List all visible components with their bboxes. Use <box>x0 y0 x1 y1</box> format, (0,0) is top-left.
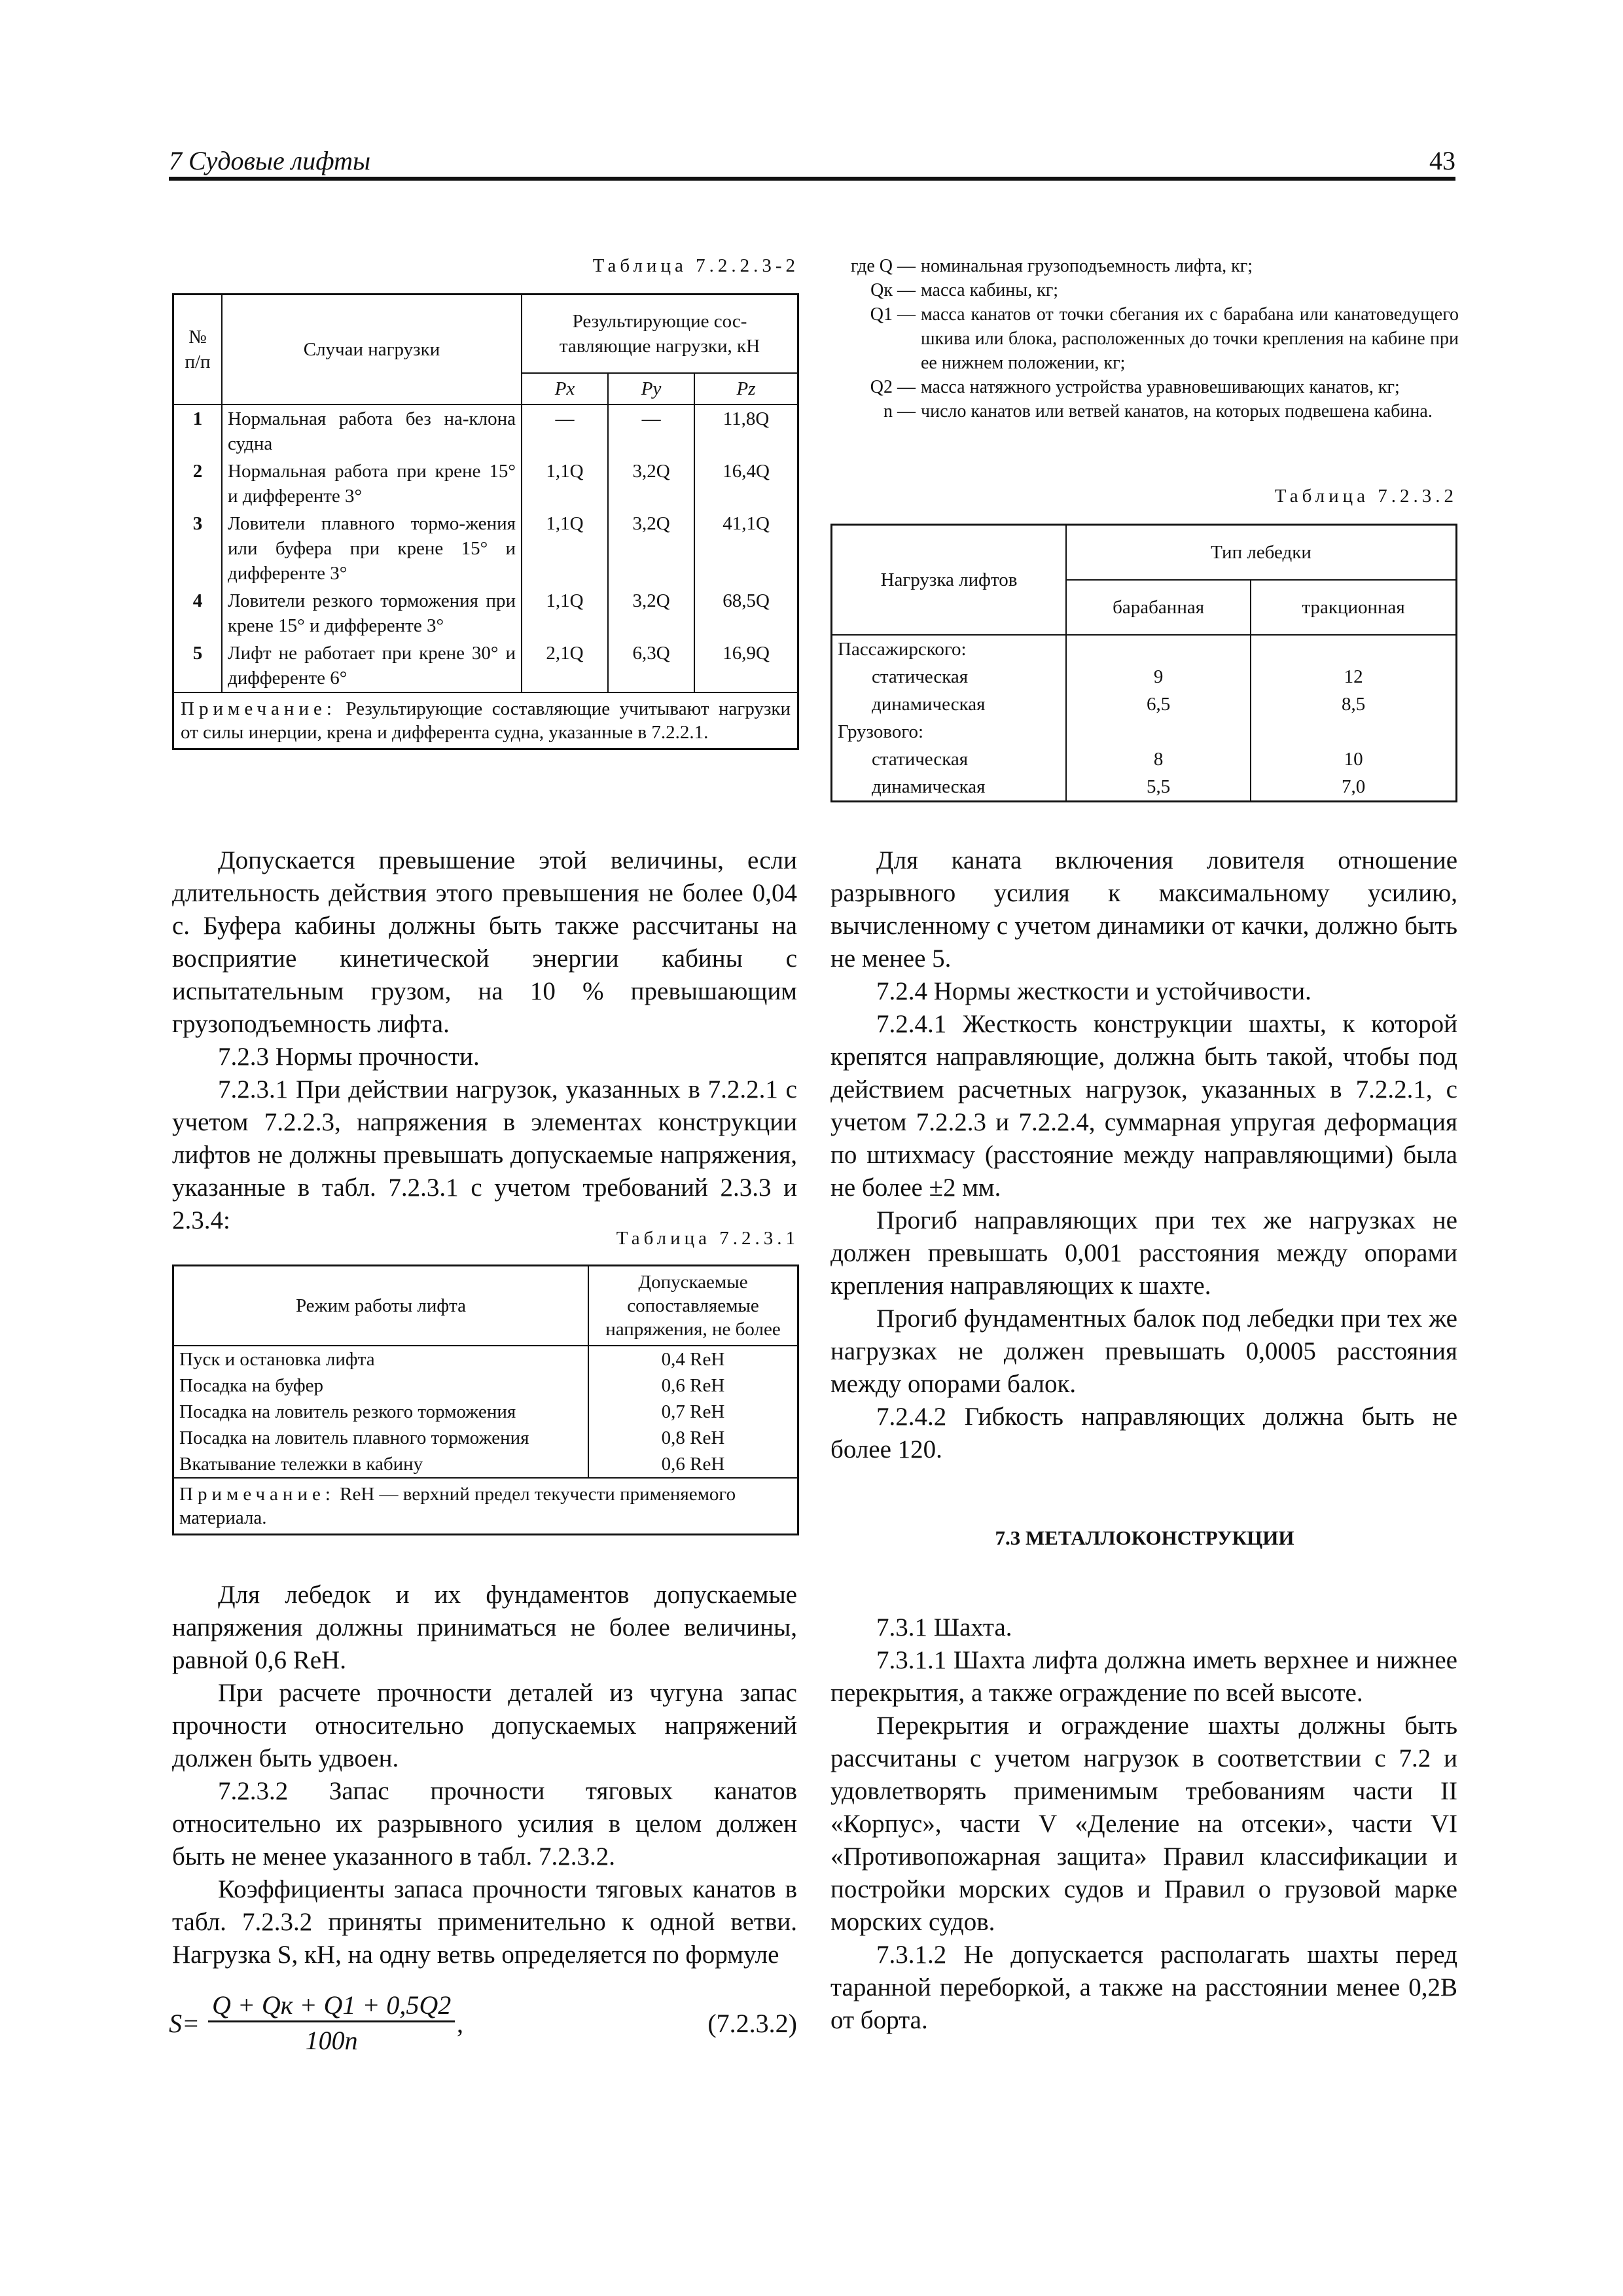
table-cell: 1,1Q <box>522 457 608 510</box>
table-cell: 1,1Q <box>522 587 608 639</box>
page-number: 43 <box>1429 146 1455 175</box>
column-header: Режим работы лифта <box>173 1266 589 1346</box>
column-header: Случаи нагрузки <box>222 295 522 405</box>
definition-symbol: Qк — <box>870 280 916 300</box>
table-cell: 8 <box>1066 745 1251 773</box>
table-cell: динамическая <box>832 773 1067 802</box>
running-header-title: 7 Судовые лифты <box>169 146 371 175</box>
definition-row <box>830 399 1459 423</box>
table-cell: 16,4Q <box>694 457 798 510</box>
column-header: Px <box>522 373 608 404</box>
paragraph: Прогиб направляющих при тех же нагрузках не должен превышать 0,001 расстояния между опорами крепления направляющих к шахте. <box>830 1206 1457 1300</box>
table-cell: 7,0 <box>1251 773 1456 802</box>
formula-7-2-3-2 <box>169 1990 797 2062</box>
table-row <box>832 773 1457 802</box>
table-row <box>832 745 1457 773</box>
formula-numerator: Q + Qк + Q1 + 0,5Q2 <box>208 1990 455 2022</box>
table-note <box>173 1478 798 1535</box>
right-column-text <box>830 844 1457 1466</box>
table-row <box>173 1346 798 1372</box>
note-text: Результирующие составляющие учитывают нагрузки от силы инерции, крена и дифферента судна, указанные в 7.2.2.1. <box>181 698 791 743</box>
definition-row <box>830 254 1459 278</box>
table-cell: 0,6 ReH <box>588 1451 798 1478</box>
definition-symbol: где Q — <box>851 256 916 276</box>
table-row <box>173 639 798 692</box>
table-cell: 0,4 ReH <box>588 1346 798 1372</box>
paragraph: При расчете прочности деталей из чугуна запас прочности относительно допускаемых напряжений должен быть удвоен. <box>172 1679 797 1772</box>
column-header: барабанная <box>1066 580 1251 635</box>
table-cell <box>1066 635 1251 663</box>
table-cell: 3,2Q <box>608 587 694 639</box>
table-row <box>832 635 1457 663</box>
table-row <box>832 663 1457 691</box>
table-cell: 3,2Q <box>608 510 694 587</box>
table-cell: 4 <box>173 587 223 639</box>
table-row <box>173 587 798 639</box>
paragraph: Перекрытия и ограждение шахты должны быть рассчитаны с учетом нагрузок в соответствии с 7.2 и удовлетворять применимым требованиям части II «Корпус», части V «Деление на отсеки», части VI «Противопожарная защита» Правил классификации и постройки морских судов и Правил о грузовой марке морских судов. <box>830 1712 1457 1936</box>
formula-denominator: 100n <box>305 2026 358 2055</box>
table-row <box>173 1425 798 1451</box>
table-cell: 3,2Q <box>608 457 694 510</box>
table-caption: Таблица 7.2.3.1 <box>616 1228 799 1249</box>
definition-symbol: n — <box>883 401 916 422</box>
table-cell: Ловители резкого торможения при крене 15° и дифференте 3° <box>222 587 522 639</box>
table-cell: 5,5 <box>1066 773 1251 802</box>
paragraph: Для каната включения ловителя отношение разрывного усилия к максимальному усилию, вычисленному с учетом динамики от качки, должно быть не менее 5. <box>830 846 1457 973</box>
table-cell: 10 <box>1251 745 1456 773</box>
table-cell: Посадка на буфер <box>173 1372 589 1399</box>
formula-lhs: S= <box>169 2009 200 2038</box>
table-cell: Ловители плавного тормо-жения или буфера при крене 15° и дифференте 3° <box>222 510 522 587</box>
variable-definitions <box>830 254 1459 423</box>
table-cell: — <box>608 404 694 457</box>
column-header: Результирующие сос-тавляющие нагрузки, кН <box>522 295 798 374</box>
table-cell: 11,8Q <box>694 404 798 457</box>
subsection-heading: 7.2.3 Нормы прочности. <box>218 1043 480 1071</box>
paragraph: 7.2.3.2 Запас прочности тяговых канатов относительно их разрывного усилия в целом должен быть не менее указанного в табл. 7.2.3.2. <box>172 1777 797 1871</box>
table-cell: динамическая <box>832 691 1067 718</box>
column-header: № п/п <box>173 295 223 405</box>
subsection-heading: 7.2.4 Нормы жесткости и устойчивости. <box>876 977 1311 1005</box>
table-cell: — <box>522 404 608 457</box>
left-column-text-lower <box>172 1579 797 1971</box>
table-row <box>832 691 1457 718</box>
definition-symbol: Q1 — <box>870 304 916 325</box>
table-cell: статическая <box>832 745 1067 773</box>
table-cell: 41,1Q <box>694 510 798 587</box>
table-cell: 6,3Q <box>608 639 694 692</box>
table-cell: 2,1Q <box>522 639 608 692</box>
definition-text: масса натяжного устройства уравновешивающих канатов, кг; <box>921 377 1400 397</box>
table-cell: Посадка на ловитель резкого торможения <box>173 1399 589 1425</box>
table-cell: Пассажирского: <box>832 635 1067 663</box>
equation-number: (7.2.3.2) <box>707 2009 797 2038</box>
table-row <box>173 1451 798 1478</box>
table-cell: 12 <box>1251 663 1456 691</box>
table-cell: 3 <box>173 510 223 587</box>
safety-factor-table <box>830 524 1457 802</box>
paragraph: 7.2.3.1 При действии нагрузок, указанных в 7.2.2.1 с учетом 7.2.2.3, напряжения в элементах конструкции лифтов не должны превышать допускаемые напряжения, указанные в табл. 7.2.3.1 с учетом требований 2.3.3 и 2.3.4: <box>172 1075 797 1234</box>
column-header: Py <box>608 373 694 404</box>
table-cell: Лифт не работает при крене 30° и дифференте 6° <box>222 639 522 692</box>
table-cell: 16,9Q <box>694 639 798 692</box>
definition-text: масса кабины, кг; <box>921 280 1059 300</box>
table-row <box>173 404 798 457</box>
table-cell: 9 <box>1066 663 1251 691</box>
table-cell: 6,5 <box>1066 691 1251 718</box>
table-cell: 1 <box>173 404 223 457</box>
paragraph: Коэффициенты запаса прочности тяговых канатов в табл. 7.2.3.2 приняты применительно к одной ветви. Нагрузка S, кН, на одну ветвь определяется по формуле <box>172 1875 797 1969</box>
table-cell: 0,6 ReH <box>588 1372 798 1399</box>
paragraph: 7.2.4.1 Жесткость конструкции шахты, к которой крепятся направляющие, должна быть такой, чтобы под действием расчетных нагрузок, указанных в 7.2.2.1, с учетом 7.2.2.3 и 7.2.2.4, суммарная упругая деформация по штихмасу (расстояние между направляющими) была не более ±2 мм. <box>830 1010 1457 1202</box>
definition-text: номинальная грузоподъемность лифта, кг; <box>921 256 1253 276</box>
table-row <box>173 457 798 510</box>
subsection-heading: 7.3.1 Шахта. <box>876 1613 1012 1641</box>
table-cell: 5 <box>173 639 223 692</box>
table-row <box>173 510 798 587</box>
table-cell: 0,8 ReH <box>588 1425 798 1451</box>
table-cell: 68,5Q <box>694 587 798 639</box>
table-cell: Грузового: <box>832 718 1067 745</box>
column-header: Pz <box>694 373 798 404</box>
table-cell: статическая <box>832 663 1067 691</box>
paragraph: 7.3.1.2 Не допускается располагать шахты перед таранной переборкой, а также на расстоянии менее 0,2B от борта. <box>830 1941 1457 2034</box>
column-header: Нагрузка лифтов <box>832 525 1067 636</box>
paragraph: 7.2.4.2 Гибкость направляющих должна быть не более 120. <box>830 1403 1457 1463</box>
table-cell: 2 <box>173 457 223 510</box>
paragraph: Допускается превышение этой величины, если длительность действия этого превышения не более 0,04 с. Буфера кабины должны быть также рассчитаны на восприятие кинетической энергии кабины с испытательным грузом, на 10 % превышающим грузоподъемность лифта. <box>172 846 797 1038</box>
table-cell: 1,1Q <box>522 510 608 587</box>
definition-row <box>830 278 1459 302</box>
table-cell: Посадка на ловитель плавного торможения <box>173 1425 589 1451</box>
formula-comma: , <box>457 2009 463 2038</box>
table-cell: Вкатывание тележки в кабину <box>173 1451 589 1478</box>
paragraph: Для лебедок и их фундаментов допускаемые напряжения должны приниматься не более величины, равной 0,6 ReH. <box>172 1581 797 1674</box>
right-column-text-lower <box>830 1611 1457 2037</box>
table-cell: 0,7 ReH <box>588 1399 798 1425</box>
table-cell <box>1251 635 1456 663</box>
formula-fraction <box>208 1990 455 2056</box>
table-cell: Пуск и остановка лифта <box>173 1346 589 1372</box>
table-cell <box>1066 718 1251 745</box>
note-text: ReH — верхний предел текучести применяемого материала. <box>179 1484 736 1528</box>
paragraph: 7.3.1.1 Шахта лифта должна иметь верхнее и нижнее перекрытия, а также ограждение по всей высоте. <box>830 1646 1457 1707</box>
note-label: Примечание: <box>179 1484 335 1505</box>
column-header: Тип лебедки <box>1066 525 1457 581</box>
table-row <box>832 718 1457 745</box>
definition-text: масса канатов от точки сбегания их с барабана или канатоведущего шкива или блока, расположенных до точки крепления на кабине при ее нижнем положении, кг; <box>921 304 1459 373</box>
definition-text: число канатов или ветвей канатов, на которых подвешена кабина. <box>921 401 1433 422</box>
table-cell <box>1251 718 1456 745</box>
section-heading: 7.3 МЕТАЛЛОКОНСТРУКЦИИ <box>995 1526 1294 1549</box>
note-label: Примечание: <box>181 698 336 719</box>
load-cases-table <box>172 293 799 750</box>
table-cell: Нормальная работа без на-клона судна <box>222 404 522 457</box>
table-caption: Таблица 7.2.2.3-2 <box>592 255 799 276</box>
column-header: Допускаемые сопоставляемые напряжения, не более <box>588 1266 798 1346</box>
table-cell: 8,5 <box>1251 691 1456 718</box>
table-row <box>173 1399 798 1425</box>
definition-symbol: Q2 — <box>870 377 916 397</box>
table-caption: Таблица 7.2.3.2 <box>1274 486 1457 507</box>
column-header: тракционная <box>1251 580 1456 635</box>
paragraph: Прогиб фундаментных балок под лебедки при тех же нагрузках не должен превышать 0,0005 расстояния между опорами балок. <box>830 1304 1457 1398</box>
table-row <box>173 1372 798 1399</box>
left-column-text <box>172 844 797 1237</box>
definition-row <box>830 302 1459 375</box>
table-cell: Нормальная работа при крене 15° и дифференте 3° <box>222 457 522 510</box>
table-note <box>173 692 798 749</box>
definition-row <box>830 375 1459 399</box>
header-rule <box>169 177 1455 181</box>
allowable-stress-table <box>172 1265 799 1535</box>
